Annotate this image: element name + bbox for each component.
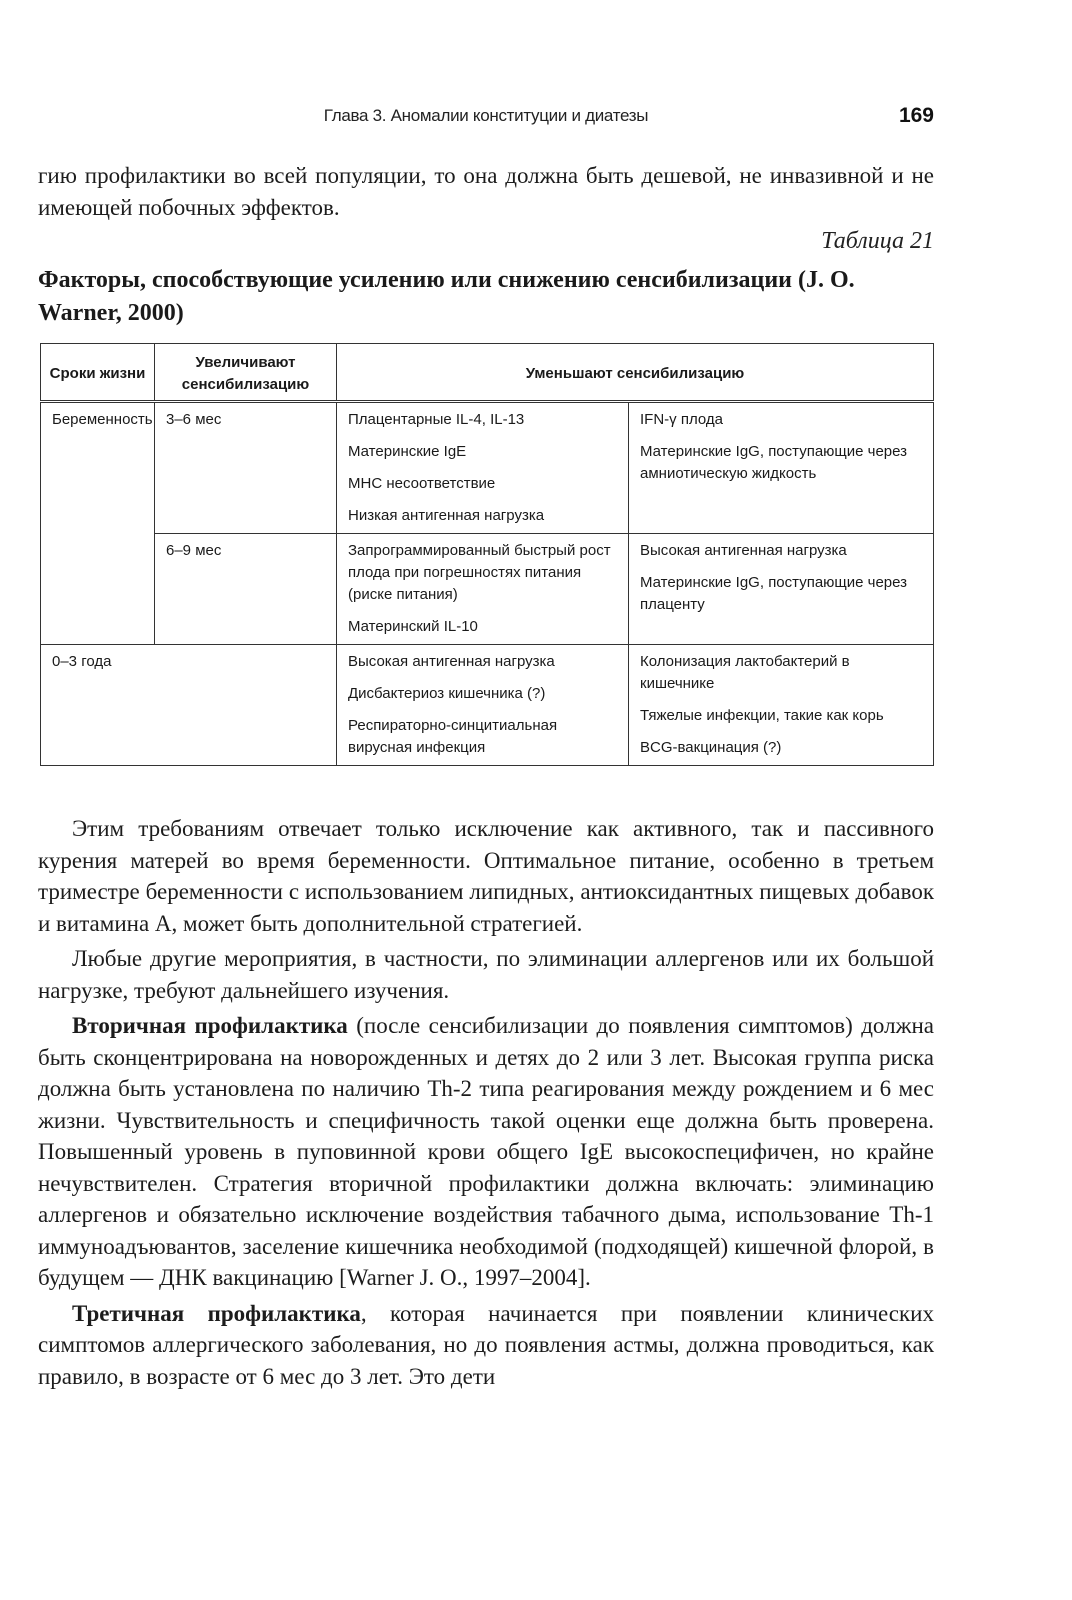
cell-decrease bbox=[629, 534, 934, 645]
factor-item: IFN-γ плода bbox=[640, 411, 723, 428]
factor-item: Материнские IgG, поступающие через плаценту bbox=[640, 574, 908, 613]
factor-item: Запрограммированный быстрый рост плода при погрешностях питания (риске питания) bbox=[348, 542, 611, 603]
factor-item: BCG-вакцинация (?) bbox=[640, 739, 782, 756]
factor-item: Материнский IL-10 bbox=[348, 618, 478, 635]
intro-paragraph: гию профилактики во всей популяции, то она должна быть дешевой, не инвазивной и не имеющей побочных эффектов. bbox=[38, 163, 934, 220]
table-row bbox=[41, 645, 934, 766]
factor-item: Плацентарные IL-4, IL-13 bbox=[348, 411, 525, 428]
factor-item: Тяжелые инфекции, такие как корь bbox=[640, 707, 884, 724]
factor-item: Дисбактериоз кишечника (?) bbox=[348, 685, 546, 702]
cell-period: Беременность bbox=[41, 402, 155, 645]
factor-item: Низкая антигенная нагрузка bbox=[348, 507, 545, 524]
table-header-row bbox=[41, 344, 934, 402]
page-number: 169 bbox=[898, 104, 934, 127]
paragraph-lead: Вторичная профилактика bbox=[72, 1013, 348, 1038]
paragraph: Этим требованиям отвечает только исключение как активного, так и пассивного курения матерей во время беременности. Оптимальное питание, особенно в третьем триместре беременности с использованием липидных, антиоксидантных пищевых добавок и витамина А, может быть дополнительной стратегией. bbox=[38, 816, 934, 936]
cell-decrease bbox=[629, 402, 934, 534]
header-increase: Увеличивают сенсибилизацию bbox=[155, 344, 337, 402]
factor-item: Материнские IgG, поступающие через амниотическую жидкость bbox=[640, 443, 908, 482]
factor-item: MHC несоответствие bbox=[348, 475, 496, 492]
table-title: Факторы, способствующие усилению или снижению сенсибилизации (J. O. Warner, 2000) bbox=[38, 267, 855, 326]
table-row bbox=[41, 534, 934, 645]
factor-item: Респираторно-синцитиальная вирусная инфекция bbox=[348, 717, 558, 756]
cell-increase bbox=[337, 534, 629, 645]
header-decrease: Уменьшают сенсибилизацию bbox=[337, 344, 934, 402]
cell-term: 6–9 мес bbox=[155, 534, 337, 645]
cell-term: 3–6 мес bbox=[155, 402, 337, 534]
paragraph: Третичная профилактика, которая начинается при появлении клинических симптомов аллергического заболевания, но до появления астмы, должна проводиться, как правило, в возрасте от 6 мес до 3 лет. Это дети bbox=[38, 1300, 934, 1389]
cell-increase bbox=[337, 645, 629, 766]
factor-item: Высокая антигенная нагрузка bbox=[348, 653, 555, 670]
table-row bbox=[41, 402, 934, 534]
cell-increase bbox=[337, 402, 629, 534]
cell-period: 0–3 года bbox=[41, 645, 337, 766]
header-period: Сроки жизни bbox=[41, 344, 155, 402]
body-text bbox=[38, 813, 934, 1396]
running-head bbox=[38, 104, 934, 134]
factor-item: Колонизация лактобактерий в кишечнике bbox=[640, 653, 850, 692]
table-number: Таблица 21 bbox=[821, 228, 934, 254]
paragraph: Вторичная профилактика (после сенсибилизации до появления симптомов) должна быть сконцентрирована на новорожденных и детях до 2 или 3 лет. Высокая группа риска должна быть установлена по наличию Th-2 типа реагирования между рождением и 6 мес жизни. Чувствительность и специфичность такой оценки еще должна быть проверена. Повышенный уровень в пуповинной крови общего IgE высокоспецифичен, но крайне нечувствителен. Стратегия вторичной профилактики должна включать: элиминацию аллергенов и обязательно исключение воздействия табачного дыма, использование Th-1 иммуноадъювантов, заселение кишечника необходимой (подходящей) кишечной флорой, в будущем — ДНК вакцинацию [Warner J. O., 1997–2004]. bbox=[38, 1013, 934, 1290]
sensitization-table bbox=[40, 343, 934, 766]
cell-decrease bbox=[629, 645, 934, 766]
factor-item: Высокая антигенная нагрузка bbox=[640, 542, 847, 559]
paragraph: Любые другие мероприятия, в частности, по элиминации аллергенов или их большой нагрузке, требуют дальнейшего изучения. bbox=[38, 946, 934, 1003]
paragraph-lead: Третичная профилактика bbox=[72, 1300, 361, 1326]
factor-item: Материнские IgE bbox=[348, 443, 467, 460]
chapter-title: Глава 3. Аномалии конституции и диатезы bbox=[323, 106, 649, 125]
